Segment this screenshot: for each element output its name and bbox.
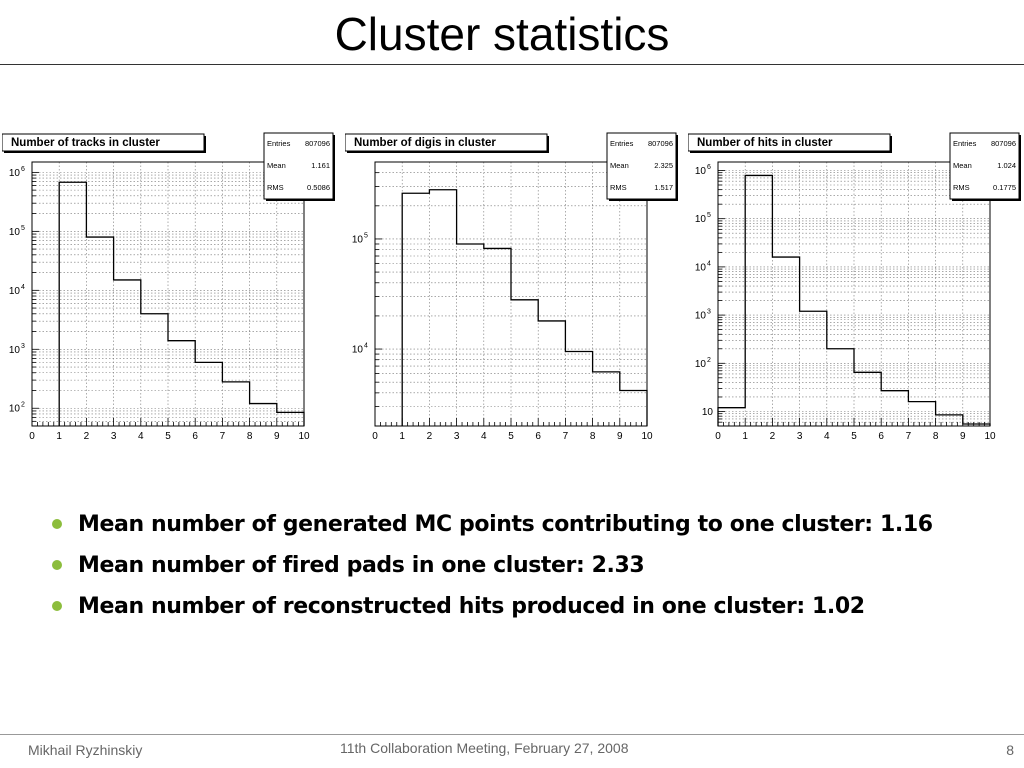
x-tick-label: 7 [562,431,569,442]
y-tick-label: 10 [8,403,20,415]
x-tick-label: 8 [246,431,253,442]
x-tick-label: 5 [165,431,171,442]
histogram-bin [195,362,222,426]
x-tick-label: 5 [508,431,514,442]
y-tick-label: 10 [8,285,20,297]
x-tick-label: 0 [29,431,35,442]
histogram-bin [484,248,511,426]
y-tick-exponent: 6 [707,163,711,171]
y-tick-exponent: 5 [707,212,711,220]
x-tick-label: 8 [589,431,596,442]
histogram-bin [511,300,538,426]
stats-value: 807096 [990,139,1016,148]
x-tick-label: 6 [878,431,884,442]
bullet-dot-icon [52,519,62,529]
y-tick-exponent: 5 [364,232,368,240]
x-tick-label: 6 [535,431,541,442]
histogram-bin [620,391,647,426]
y-tick-exponent: 4 [21,283,25,291]
stats-label: RMS [610,183,627,192]
x-tick-label: 2 [769,431,776,442]
histogram-bin [457,244,484,426]
x-tick-label: 1 [399,431,405,442]
summary-text: Mean number of reconstructed hits produced in one cluster: 1.02 [78,594,865,619]
x-tick-label: 9 [274,431,280,442]
x-tick-label: 10 [984,431,996,442]
histogram-bin [827,349,854,426]
x-tick-label: 8 [932,431,939,442]
summary-item [52,590,933,631]
y-tick-label: 10 [694,358,706,370]
histogram-bin [429,190,456,426]
summary-item [52,508,933,549]
histogram-bin [141,314,168,426]
histogram-bin [718,408,745,426]
y-tick-exponent: 3 [707,308,711,316]
histogram-bin [565,351,592,426]
x-tick-label: 7 [905,431,912,442]
x-tick-label: 0 [372,431,378,442]
y-tick-label: 10 [694,310,706,322]
histogram-bin [800,311,827,426]
histogram-bin [114,280,141,426]
x-tick-label: 9 [960,431,966,442]
x-tick-label: 10 [641,431,653,442]
y-tick-label: 10 [694,262,706,274]
y-tick-label: 10 [351,234,363,246]
histogram-bin [402,193,429,426]
stats-label: Entries [267,139,291,148]
histogram-bin [772,257,799,426]
y-tick-label: 10 [694,214,706,226]
y-tick-exponent: 4 [364,342,368,350]
x-tick-label: 4 [481,431,487,442]
x-tick-label: 7 [219,431,226,442]
stats-value: 807096 [647,139,673,148]
stats-label: Mean [267,161,286,170]
stats-value: 0.1775 [993,183,1016,192]
histogram-bin [250,404,277,426]
y-tick-label: 10 [694,165,706,177]
footer-event: 11th Collaboration Meeting, February 27, 2008 [340,740,629,756]
histogram-bin [86,237,113,426]
x-tick-label: 5 [851,431,857,442]
x-tick-label: 2 [83,431,90,442]
x-tick-label: 1 [56,431,62,442]
summary-text: Mean number of generated MC points contributing to one cluster: 1.16 [78,512,933,537]
x-tick-label: 4 [824,431,830,442]
stats-value: 807096 [304,139,330,148]
y-tick-label: 10 [351,344,363,356]
stats-label: RMS [953,183,970,192]
x-tick-label: 6 [192,431,198,442]
histogram-bin [538,321,565,426]
stats-value: 2.325 [654,161,673,170]
title-divider [0,64,1024,65]
stats-label: Entries [953,139,977,148]
y-tick-exponent: 5 [21,224,25,232]
histogram-tracks-svg [2,126,338,444]
histogram-title: Number of tracks in cluster [11,137,160,149]
x-tick-label: 3 [110,431,117,442]
histogram-bin [277,412,304,426]
y-tick-label: 10 [8,344,20,356]
histogram-tracks [2,126,338,444]
y-tick-label: 10 [8,226,20,238]
stats-value: 1.161 [311,161,330,170]
histogram-title: Number of hits in cluster [697,137,833,149]
x-tick-label: 2 [426,431,433,442]
histogram-digis [345,126,681,444]
histogram-bin [908,402,935,426]
histogram-digis-svg [345,126,681,444]
histogram-bin [59,182,86,426]
summary-text: Mean number of fired pads in one cluster: 2.33 [78,553,645,578]
stats-value: 1.517 [654,183,673,192]
stats-label: Entries [610,139,634,148]
x-tick-label: 3 [453,431,460,442]
x-tick-label: 1 [742,431,748,442]
histogram-hits [688,126,1024,444]
x-tick-label: 0 [715,431,721,442]
histogram-hits-svg [688,126,1024,444]
summary-list [52,508,933,631]
y-tick-exponent: 3 [21,342,25,350]
stats-value: 0.5086 [307,183,330,192]
y-tick-exponent: 2 [707,356,711,364]
bullet-dot-icon [52,601,62,611]
histogram-bin [593,372,620,426]
y-tick-exponent: 6 [21,165,25,173]
bullet-dot-icon [52,560,62,570]
stats-label: RMS [267,183,284,192]
x-tick-label: 10 [298,431,310,442]
stats-label: Mean [953,161,972,170]
x-tick-label: 3 [796,431,803,442]
stats-label: Mean [610,161,629,170]
histogram-bin [745,175,772,426]
x-tick-label: 9 [617,431,623,442]
footer-author: Mikhail Ryzhinskiy [28,742,143,758]
y-tick-label: 10 [701,406,713,418]
y-tick-exponent: 4 [707,260,711,268]
y-tick-label: 10 [8,167,20,179]
histogram-bin [222,382,249,426]
y-tick-exponent: 2 [21,401,25,409]
histogram-bin [168,341,195,426]
histogram-title: Number of digis in cluster [354,137,496,149]
x-tick-label: 4 [138,431,144,442]
histogram-bin [881,391,908,426]
page-number: 8 [1006,742,1014,758]
footer-divider [0,734,1024,735]
summary-item [52,549,933,590]
stats-value: 1.024 [997,161,1016,170]
histogram-bin [936,415,963,426]
slide-title: Cluster statistics [334,8,670,60]
histogram-bin [854,372,881,426]
